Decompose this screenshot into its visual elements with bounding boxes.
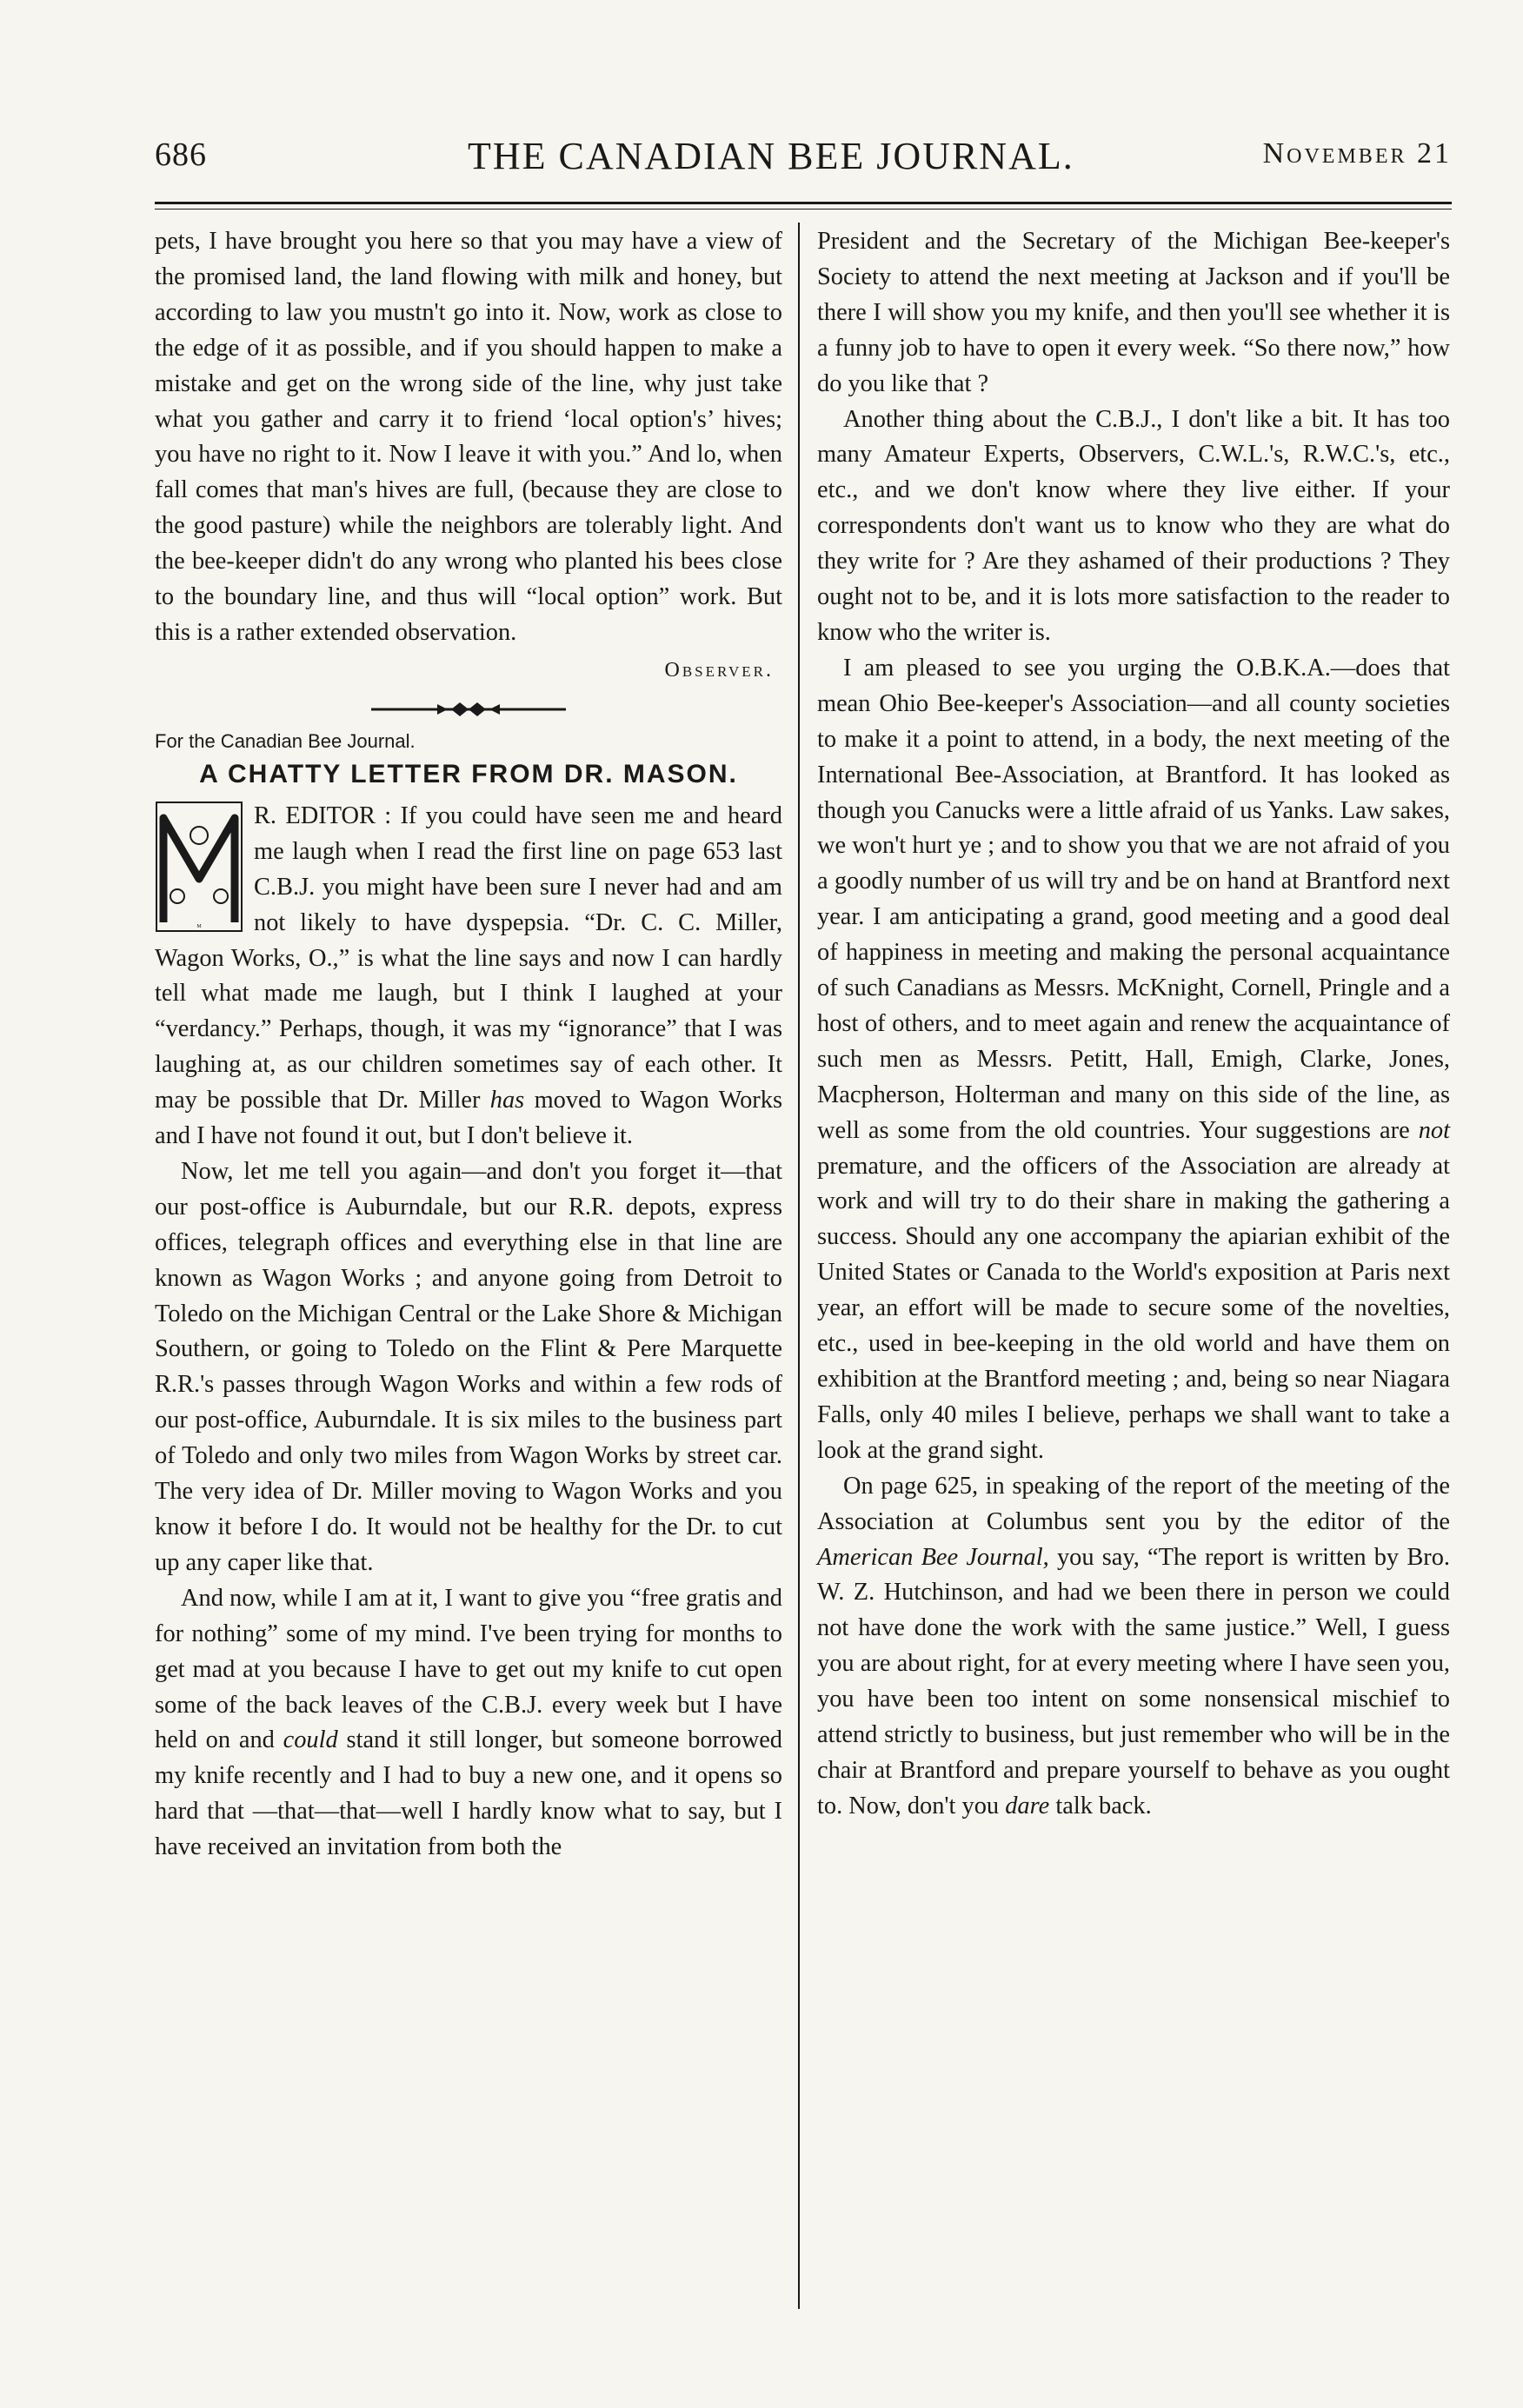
paragraph-with-dropcap	[155, 799, 782, 1154]
paragraph: President and the Secretary of the Michigan Bee-keeper's Society to attend the next meeting at Jackson and if you'll be there I will show you my knife, and then you'll see whether it is a funny job to have to open it every week. “So there now,” how do you like that ?	[817, 228, 1450, 397]
right-column	[817, 224, 1450, 1825]
paragraph: Now, let me tell you again—and don't you forget it—that our post-office is Auburndale, but our R.R. depots, express offices, telegraph offices and everything else in that line are known as Wagon Works ; and anyone going from Detroit to Toledo on the Michigan Central or the Lake Shore & Michigan Southern, or going to Toledo on the Flint & Pere Marquette R.R.'s passes through Wagon Works and within a few rods of our post-office, Auburndale. It is six miles to the business part of Toledo and only two miles from Wagon Works by street car. The very idea of Dr. Miller moving to Wagon Works and you know it before I do. It would not be healthy for the Dr. to cut up any caper like that.	[155, 1157, 782, 1576]
dropcap-m-icon	[155, 801, 243, 933]
paragraph-text: premature, and the officers of the Association are already at work and will try to do their share in making the gathering a success. Should any one accompany the apiarian exhibit of the United States or Canada to the World's exposition at Paris next year, an effort will be made to secure some of the novelties, etc., used in bee-keeping in the old world and have them on exhibition at the Brantford meeting ; and, being so near Niagara Falls, only 40 miles I believe, perhaps we shall want to take a look at the grand sight.	[817, 1152, 1450, 1464]
source-line: For the Canadian Bee Journal.	[155, 729, 416, 752]
paragraph-text: R. EDITOR : If you could have seen me and heard me laugh when I read the first line on page 653 last C.B.J. you might have been sure I never had and am not likely to have dyspepsia. “Dr. C. C. Miller, Wagon Works, O.,” is what the line says and now I can hardly tell what made me laugh, but I think I laughed at your “verdancy.” Perhaps, though, it was my “ignorance” that I was laughing at, as our children sometimes say of each other. It may be possible that Dr. Miller	[155, 802, 782, 1114]
paragraph-text: stand it still longer, but someone borrowed my knife recently and I had to buy a new one, and it opens so hard that —that—that—well I hardly know what to say, but I have received an invitation from both the	[155, 1726, 783, 1861]
paragraph-text: moved to Wagon Works and I have not found it out, but I don't believe it.	[155, 1087, 783, 1150]
italic-text: American Bee Journal,	[817, 1543, 1049, 1571]
header-rule-thin	[155, 209, 1452, 210]
italic-text: could	[283, 1726, 338, 1754]
column-divider	[798, 223, 800, 2309]
author-signature: Observer.	[664, 658, 774, 682]
paragraph-text: On page 625, in speaking of the report of the meeting of the Association at Columbus sent you by the editor of the	[817, 1472, 1450, 1535]
italic-text: not	[1418, 1116, 1450, 1144]
page-header	[155, 130, 1452, 191]
paragraph-text: I am pleased to see you urging the O.B.K.A.—does that mean Ohio Bee-keeper's Association—and all county societies to make it a point to attend, in a body, the next meeting of the International Bee-Association, at Brantford. It has looked as though you Canucks were a little afraid of us Yanks. Law sakes, we won't hurt ye ; and to show you that we are not afraid of you a goodly number of us will try and be on hand at Brantford next year. I am anticipating a grand, good meeting and a good deal of happiness in meeting and making the personal acquaintance of such Canadians as Messrs. McKnight, Cornell, Pringle and a host of others, and to meet again and renew the acquaintance of such men as Messrs. Petitt, Hall, Emigh, Clarke, Jones, Macpherson, Holterman and many on this side of the line, as well as some from the old countries. Your suggestions are	[817, 654, 1450, 1144]
italic-text: has	[489, 1087, 525, 1114]
paragraph	[155, 1581, 782, 1866]
paragraph	[817, 1469, 1450, 1825]
paragraph-text: And now, while I am at it, I want to give you “free gratis and for nothing” some of my mind. I've been trying for months to get mad at you because I have to get out my knife to cut open some of the back leaves of the C.B.J. every week but I have held on and	[155, 1584, 782, 1754]
left-column	[155, 224, 782, 1866]
page-number: 686	[155, 136, 207, 173]
italic-text: dare	[1005, 1792, 1050, 1819]
header-rule	[155, 202, 1452, 204]
issue-date: November 21	[1262, 137, 1452, 170]
dropcap-letter: M	[196, 923, 202, 929]
paragraph	[817, 651, 1450, 1469]
paragraph-text: talk back.	[1055, 1792, 1152, 1819]
paragraph-text: you say, “The report is written by Bro. W. Z. Hutchinson, and had we been there in person we could not have done the work with the same justice.” Well, I guess you are about right, for at every meeting where I have seen you, you have been too intent on some nonsensical mischief to attend strictly to business, but just remember who will be in the chair at Brantford and prepare yourself to behave as you ought to. Now, don't you	[817, 1543, 1450, 1819]
article-title: A CHATTY LETTER FROM DR. MASON.	[199, 759, 738, 788]
paragraph: pets, I have brought you here so that you may have a view of the promised land, the land flowing with milk and honey, but according to law you mustn't go into it. Now, work as close to the edge of it as possible, and if you should happen to make a mistake and get on the wrong side of the line, why just take what you gather and carry it to friend ‘local option's’ hives; you have no right to it. Now I leave it with you.” And lo, when fall comes that man's hives are full, (because they are close to the good pasture) while the neighbors are tolerably light. And the bee-keeper didn't do any wrong who planted his bees close to the boundary line, and thus will “local option” work. But this is a rather extended observation.	[155, 228, 782, 646]
paragraph: Another thing about the C.B.J., I don't like a bit. It has too many Amateur Experts, Observers, C.W.L.'s, R.W.C.'s, etc., etc., and we don't know where they live either. If your correspondents don't want us to know who they are what do they write for ? Are they ashamed of their productions ? They ought not to be, and it is lots more satisfaction to the reader to know who the writer is.	[817, 405, 1450, 646]
ornament-divider	[364, 696, 573, 722]
journal-title: THE CANADIAN BEE JOURNAL.	[468, 135, 1074, 177]
